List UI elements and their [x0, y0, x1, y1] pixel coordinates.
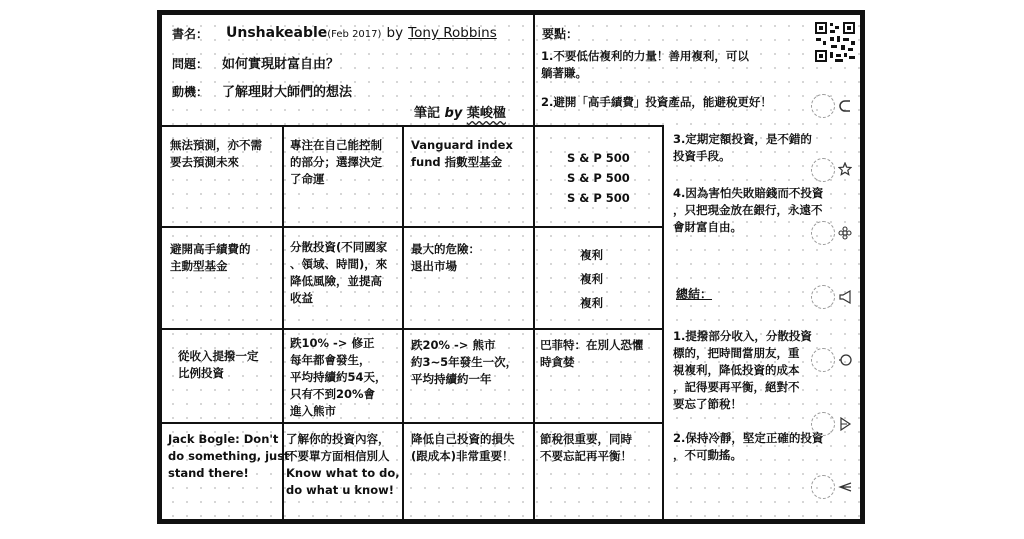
question-value: 如何實現財富自由？ — [222, 57, 340, 72]
grid-col-4 — [662, 125, 664, 524]
note-signature — [414, 102, 506, 121]
note-by: by — [444, 106, 463, 121]
grid-cell: Vanguard index fund 指數型基金 — [411, 138, 513, 169]
motive-value: 了解理財大師們的想法 — [222, 85, 353, 100]
icon-slot — [811, 158, 835, 182]
grid-line-1 — [162, 226, 662, 228]
key-point-2: 2.避開「高手績費」投資產品，能避稅更好！ — [541, 95, 772, 109]
triangle-play-icon — [838, 417, 852, 431]
icon-slot — [811, 348, 835, 372]
star-icon — [838, 162, 852, 176]
icon-slot — [811, 221, 835, 245]
key-point-4: 4.因為害怕失敗賠錢而不投資 ，只把現金放在銀行，永遠不 會財富自由。 — [673, 186, 824, 234]
grid-col-3 — [533, 125, 535, 524]
flower-icon — [838, 226, 852, 240]
book-title-line — [226, 22, 497, 41]
key-point-1: 1.不要低估複利的力量！善用複利，可以 躺著賺。 — [541, 49, 749, 80]
grid-cell: 節稅很重要，同時 不要忘記再平衡！ — [540, 432, 632, 463]
grid-cell: 專注在自己能控制 的部分；選擇決定 了命運 — [290, 138, 382, 186]
book-title: Unshakeable — [226, 25, 328, 41]
grid-cell: 避開高手績費的 主動型基金 — [170, 242, 251, 273]
grid-line-3 — [162, 422, 662, 424]
book-label: 書名： — [172, 27, 209, 41]
circle-arrow-icon — [838, 353, 852, 367]
magnet-icon — [838, 99, 852, 113]
icon-slot — [811, 475, 835, 499]
grid-cell: 最大的危險： 退出市場 — [411, 242, 480, 273]
question-label: 問題： — [172, 57, 209, 71]
grid-cell: Jack Bogle: Don't do something, just stand there! — [168, 432, 290, 480]
note-page — [157, 10, 865, 524]
grid-cell: 跌20% -> 熊市 約3~5年發生一次， 平均持續約一年 — [411, 338, 518, 386]
key-point-3: 3.定期定額投資，是不錯的 投資手段。 — [673, 132, 812, 163]
by-word: by — [386, 25, 404, 41]
summary-item-1: 1.提撥部分收入，分散投資 標的，把時間當朋友，重 視複利，降低投資的成本 ，記得要再平衡，絕對不 要忘了節稅！ — [673, 329, 812, 411]
grid-cell: 降低自己投資的損失 (跟成本)非常重要！ — [411, 432, 515, 463]
grid-top-line — [162, 125, 662, 127]
grid-line-2 — [162, 328, 662, 330]
book-author: Tony Robbins — [408, 25, 497, 41]
grid-cell: S & P 500 S & P 500 S & P 500 — [567, 151, 630, 205]
key-points-label: 要點： — [542, 27, 579, 41]
grid-cell: 從收入提撥一定 比例投資 — [178, 349, 259, 380]
motive-label: 動機： — [172, 85, 209, 99]
icon-slot — [811, 285, 835, 309]
grid-cell: 分散投資(不同國家 、領域、時間)，來 降低風險，並提高 收益 — [290, 240, 388, 305]
icon-slot — [811, 412, 835, 436]
grid-cell: 巴菲特：在別人恐懼 時貪婪 — [540, 338, 644, 369]
grid-cell: 無法預測，亦不需 要去預測未來 — [170, 138, 262, 169]
arrow-left-icon — [838, 480, 852, 494]
book-date: (Feb 2017) — [327, 29, 382, 40]
summary-item-2: 2.保持冷靜，堅定正確的投資 ，不可動搖。 — [673, 431, 824, 462]
grid-col-2 — [402, 125, 404, 524]
header-divider — [533, 15, 535, 125]
note-author: 葉峻楹 — [466, 106, 506, 121]
icon-slot — [811, 94, 835, 118]
grid-cell: 複利 複利 複利 — [580, 248, 603, 310]
summary-label: 總結： — [676, 287, 713, 301]
grid-cell: 了解你的投資內容， 不要單方面相信別人 Know what to do, do what u know! — [286, 432, 400, 497]
qr-code-icon — [814, 21, 856, 63]
grid-cell: 跌10% -> 修正 每年都會發生， 平均持續約54天， 只有不到20%會 進入熊市 — [290, 336, 387, 418]
note-prefix: 筆記 — [414, 106, 441, 121]
megaphone-icon — [838, 290, 852, 304]
